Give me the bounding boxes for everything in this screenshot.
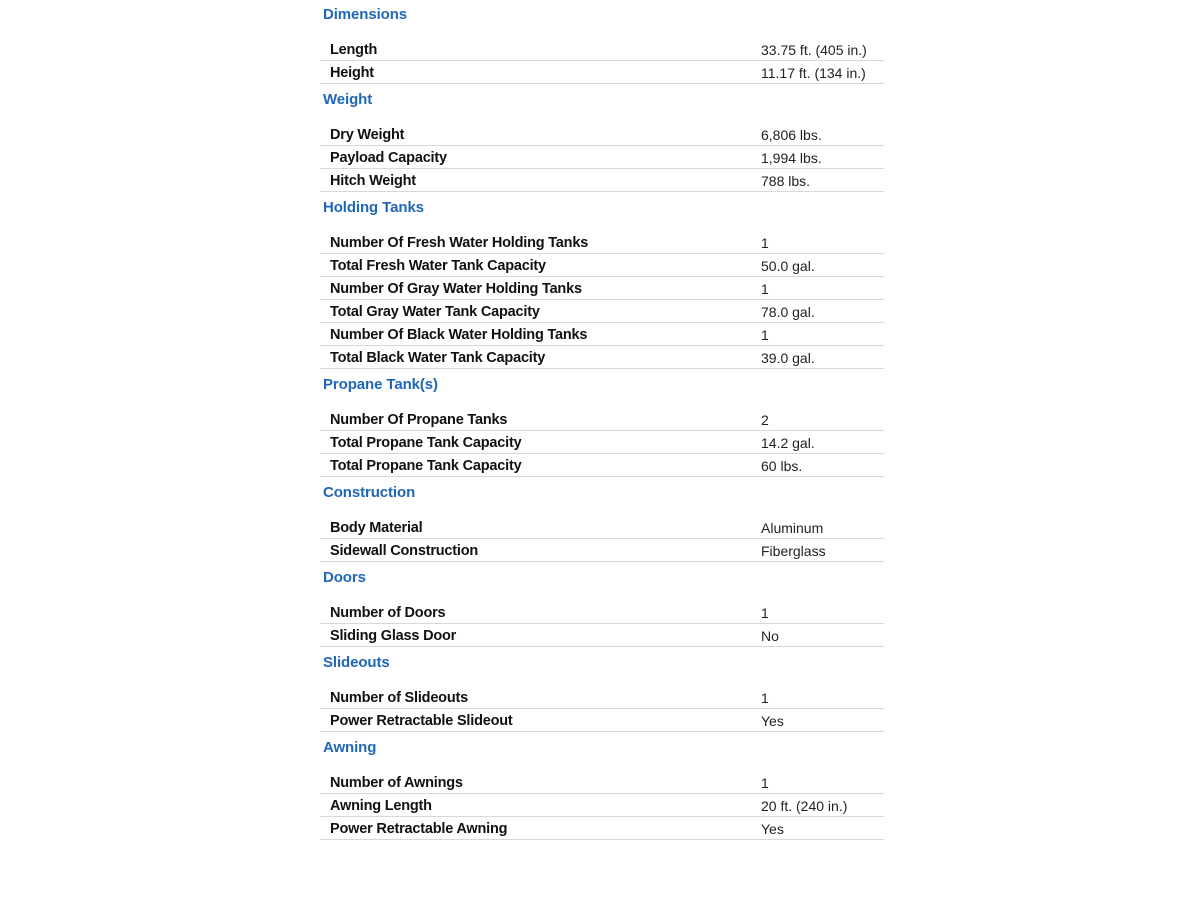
section-title: Holding Tanks bbox=[323, 199, 424, 216]
spec-value: 39.0 gal. bbox=[761, 350, 815, 366]
section-title: Construction bbox=[323, 484, 416, 501]
section-slideouts bbox=[320, 652, 884, 732]
spec-label: Body Material bbox=[330, 520, 423, 536]
spec-value: 1 bbox=[761, 281, 769, 297]
spec-value: 1 bbox=[761, 690, 769, 706]
spec-row bbox=[320, 686, 884, 709]
spec-row bbox=[320, 277, 884, 300]
spec-label: Total Gray Water Tank Capacity bbox=[330, 304, 540, 320]
section-title: Weight bbox=[323, 91, 373, 108]
spec-row bbox=[320, 771, 884, 794]
spec-value: 50.0 gal. bbox=[761, 258, 815, 274]
spec-value: 788 lbs. bbox=[761, 173, 811, 189]
spec-row bbox=[320, 61, 884, 84]
spec-row bbox=[320, 254, 884, 277]
spec-label: Dry Weight bbox=[330, 127, 405, 143]
spec-label: Total Black Water Tank Capacity bbox=[330, 350, 546, 366]
spec-label: Total Fresh Water Tank Capacity bbox=[330, 258, 546, 274]
spec-value: Yes bbox=[761, 713, 784, 729]
spec-label: Awning Length bbox=[330, 798, 432, 814]
section-title: Dimensions bbox=[323, 6, 408, 23]
spec-row bbox=[320, 323, 884, 346]
spec-row bbox=[320, 431, 884, 454]
spec-value: 20 ft. (240 in.) bbox=[761, 798, 848, 814]
spec-value: 33.75 ft. (405 in.) bbox=[761, 42, 867, 58]
section-doors bbox=[320, 567, 884, 647]
spec-value: 1 bbox=[761, 775, 769, 791]
spec-label: Total Propane Tank Capacity bbox=[330, 458, 522, 474]
spec-value: 2 bbox=[761, 412, 769, 428]
spec-value: 78.0 gal. bbox=[761, 304, 815, 320]
spec-label: Number of Slideouts bbox=[330, 690, 468, 706]
spec-label: Number of Awnings bbox=[330, 775, 463, 791]
spec-row bbox=[320, 794, 884, 817]
spec-label: Number Of Gray Water Holding Tanks bbox=[330, 281, 582, 297]
spec-row bbox=[320, 123, 884, 146]
spec-row bbox=[320, 601, 884, 624]
spec-label: Sliding Glass Door bbox=[330, 628, 457, 644]
spec-row bbox=[320, 817, 884, 840]
spec-value: 11.17 ft. (134 in.) bbox=[761, 65, 866, 81]
spec-label: Number Of Fresh Water Holding Tanks bbox=[330, 235, 589, 251]
spec-label: Total Propane Tank Capacity bbox=[330, 435, 522, 451]
section-title: Propane Tank(s) bbox=[323, 376, 438, 393]
spec-label: Power Retractable Slideout bbox=[330, 713, 513, 729]
spec-value: No bbox=[761, 628, 779, 644]
spec-value: Aluminum bbox=[761, 520, 824, 536]
spec-label: Sidewall Construction bbox=[330, 543, 479, 559]
section-awning bbox=[320, 737, 884, 840]
section-weight bbox=[320, 89, 884, 192]
section-title: Slideouts bbox=[323, 654, 390, 671]
spec-value: 1,994 lbs. bbox=[761, 150, 822, 166]
spec-label: Number Of Black Water Holding Tanks bbox=[330, 327, 588, 343]
spec-value: 1 bbox=[761, 327, 769, 343]
spec-label: Number of Doors bbox=[330, 605, 446, 621]
section-construction bbox=[320, 482, 884, 562]
spec-row bbox=[320, 624, 884, 647]
spec-label: Power Retractable Awning bbox=[330, 821, 508, 837]
spec-label: Height bbox=[330, 65, 374, 81]
spec-value: Yes bbox=[761, 821, 784, 837]
spec-label: Hitch Weight bbox=[330, 173, 416, 189]
spec-value: 6,806 lbs. bbox=[761, 127, 822, 143]
spec-row bbox=[320, 516, 884, 539]
section-propane-tanks bbox=[320, 374, 884, 477]
spec-row bbox=[320, 300, 884, 323]
spec-row bbox=[320, 346, 884, 369]
section-title: Awning bbox=[323, 739, 377, 756]
spec-row bbox=[320, 709, 884, 732]
spec-row bbox=[320, 231, 884, 254]
section-title: Doors bbox=[323, 569, 366, 586]
section-dimensions bbox=[320, 4, 884, 84]
spec-row bbox=[320, 38, 884, 61]
spec-label: Payload Capacity bbox=[330, 150, 447, 166]
spec-value: 60 lbs. bbox=[761, 458, 803, 474]
spec-value: 1 bbox=[761, 605, 769, 621]
spec-row bbox=[320, 408, 884, 431]
spec-row bbox=[320, 169, 884, 192]
spec-value: 1 bbox=[761, 235, 769, 251]
specifications-list bbox=[320, 4, 884, 845]
spec-value: 14.2 gal. bbox=[761, 435, 815, 451]
section-holding-tanks bbox=[320, 197, 884, 369]
spec-label: Length bbox=[330, 42, 378, 58]
spec-row bbox=[320, 454, 884, 477]
spec-value: Fiberglass bbox=[761, 543, 826, 559]
spec-row bbox=[320, 539, 884, 562]
spec-label: Number Of Propane Tanks bbox=[330, 412, 508, 428]
spec-row bbox=[320, 146, 884, 169]
